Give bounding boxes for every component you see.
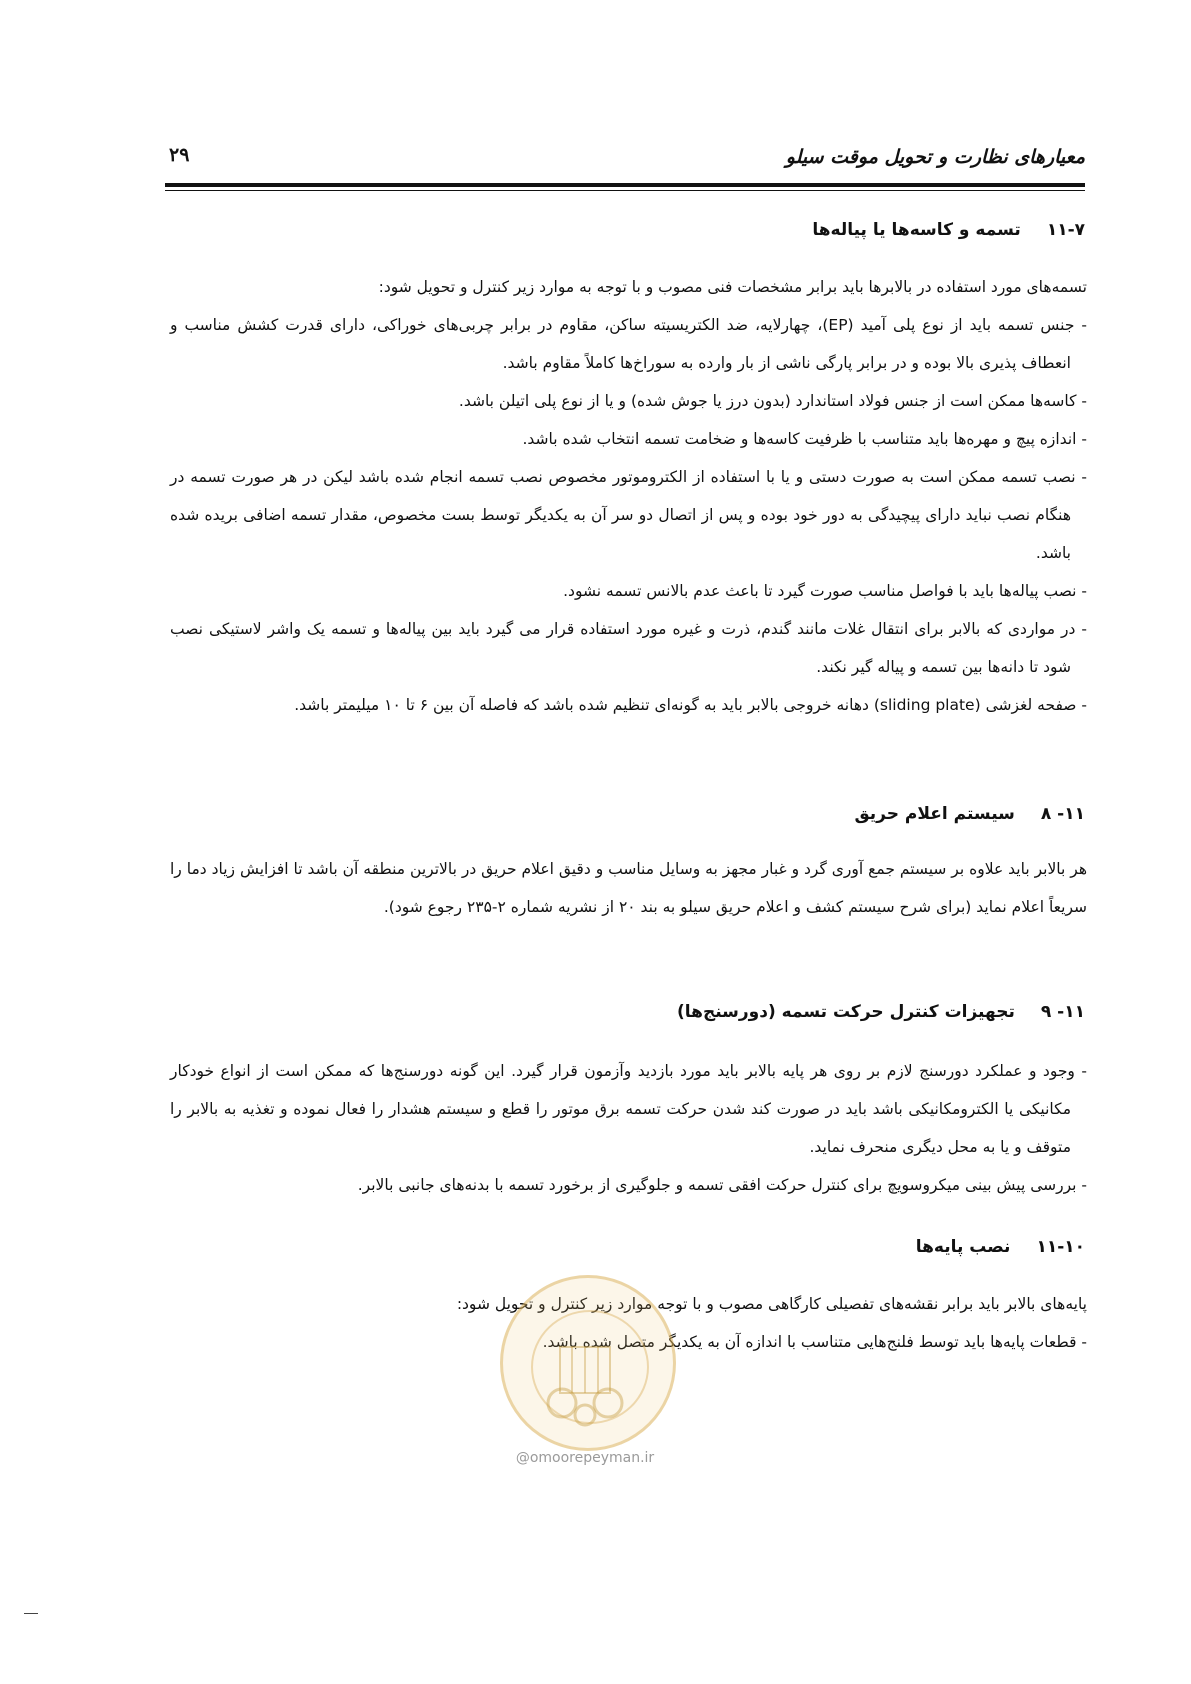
section-title: نصب پایه‌ها (915, 1237, 1011, 1257)
bullet-item: - کاسه‌ها ممکن است از جنس فولاد استاندارد (بدون درز یا جوش شده) و یا از نوع پلی اتیلن باشد. (458, 392, 1087, 410)
paragraph: هر بالابر باید علاوه بر سیستم جمع آوری گرد و غبار مجهز به وسایل مناسب و دقیق اعلام حریق در بالاترین منطقه آن باشد تا افزایش زیاد دما را سریعاً اعلام نماید (برای شرح سیستم کشف و اعلام حریق سیلو به بند ۲۰ از نشریه شماره ۲-۲۳۵ رجوع شود). (170, 860, 1087, 916)
bullet-item: - نصب تسمه ممکن است به صورت دستی و یا با استفاده از الکتروموتور مخصوص نصب تسمه انجام شده باشد لیکن در هر صورت تسمه در هنگام نصب نباید دارای پیچیدگی به دور خود بوده و پس از اتصال دو سر آن به یکدیگر توسط بست مخصوص، مقدار تسمه اضافی بریده شده باشد. (170, 468, 1087, 562)
section-number: ۱۱- ۹ (1040, 1002, 1085, 1022)
section-11-7-body (170, 268, 1087, 724)
gear-emblem-icon (500, 1275, 670, 1445)
section-title: تسمه و کاسه‌ها یا پیاله‌ها (812, 220, 1021, 240)
bullet-item: - جنس تسمه باید از نوع پلی آمید (EP)، چهارلایه، ضد الکتریسیته ساکن، مقاوم در برابر چربی‌های خوراکی، دارای قدرت کشش مناسب و انعطاف پذیری بالا بوده و در برابر پارگی ناشی از بار وارده به سوراخ‌ها کاملاً مقاوم باشد. (170, 316, 1088, 372)
section-title: تجهیزات کنترل حرکت تسمه (دورسنج‌ها) (677, 1002, 1015, 1022)
watermark-site: @omoorepeyman.ir (515, 1450, 655, 1466)
bullet-item: - در مواردی که بالابر برای انتقال غلات مانند گندم، ذرت و غیره مورد استفاده قرار می گیرد باید بین پیاله‌ها و تسمه یک واشر لاستیکی نصب شود تا دانه‌ها بین تسمه و پیاله گیر نکند. (170, 620, 1087, 676)
bullet-item: - نصب پیاله‌ها باید با فواصل مناسب صورت گیرد تا باعث عدم بالانس تسمه نشود. (563, 582, 1087, 600)
section-heading-11-8 (854, 802, 1085, 826)
bullet-item: - اندازه پیچ و مهره‌ها باید متناسب با ظرفیت کاسه‌ها و ضخامت تسمه انتخاب شده باشد. (522, 430, 1087, 448)
page-number: ۲۹ (169, 144, 190, 166)
section-heading-11-7 (812, 218, 1085, 242)
section-number: ۱۱-۱۰ (1036, 1237, 1085, 1257)
bullet-item: - بررسی پیش بینی میکروسویچ برای کنترل حرکت افقی تسمه و جلوگیری از برخورد تسمه با بدنه‌های جانبی بالابر. (357, 1176, 1087, 1194)
bullet-item: - وجود و عملکرد دورسنج لازم بر روی هر پایه بالابر باید مورد بازدید وآزمون قرار گیرد. این گونه دورسنج‌ها که ممکن است از انواع خودکار مکانیکی یا الکترومکانیکی باشد باید در صورت کند شدن حرکت تسمه برق موتور را قطع و سیستم هشدار را فعال نموده و تغذیه به بالابر را متوقف و یا به محل دیگری منحرف نماید. (170, 1062, 1087, 1156)
paragraph: پایه‌های بالابر باید برابر نقشه‌های تفصیلی کارگاهی مصوب و با توجه موارد زیر کنترل و تحویل شود: (456, 1295, 1087, 1313)
margin-mark (24, 1613, 38, 1614)
paragraph: تسمه‌های مورد استفاده در بالابرها باید برابر مشخصات فنی مصوب و با توجه به موارد زیر کنترل و تحویل شود: (378, 278, 1087, 296)
running-title: معیارهای نظارت و تحویل موقت سیلو (785, 146, 1085, 168)
section-11-9-body (170, 1052, 1087, 1204)
section-11-8-body (170, 850, 1087, 926)
bullet-item: - صفحه لغزشی (sliding plate) دهانه خروجی بالابر باید به گونه‌ای تنظیم شده باشد که فاصله آن بین ۶ تا ۱۰ میلیمتر باشد. (294, 696, 1087, 714)
header-rule (165, 183, 1085, 187)
section-heading-11-9 (677, 1000, 1085, 1024)
section-title: سیستم اعلام حریق (854, 804, 1015, 824)
section-number: ۱۱-۷ (1046, 220, 1085, 240)
bullet-item: - قطعات پایه‌ها باید توسط فلنج‌هایی متناسب با اندازه آن به یکدیگر متصل شده باشد. (542, 1333, 1087, 1351)
header-rule-thin (165, 190, 1085, 191)
section-heading-11-10 (916, 1235, 1085, 1259)
page-header (165, 142, 1085, 176)
watermark-logo (500, 1275, 676, 1451)
section-number: ۱۱- ۸ (1040, 804, 1085, 824)
